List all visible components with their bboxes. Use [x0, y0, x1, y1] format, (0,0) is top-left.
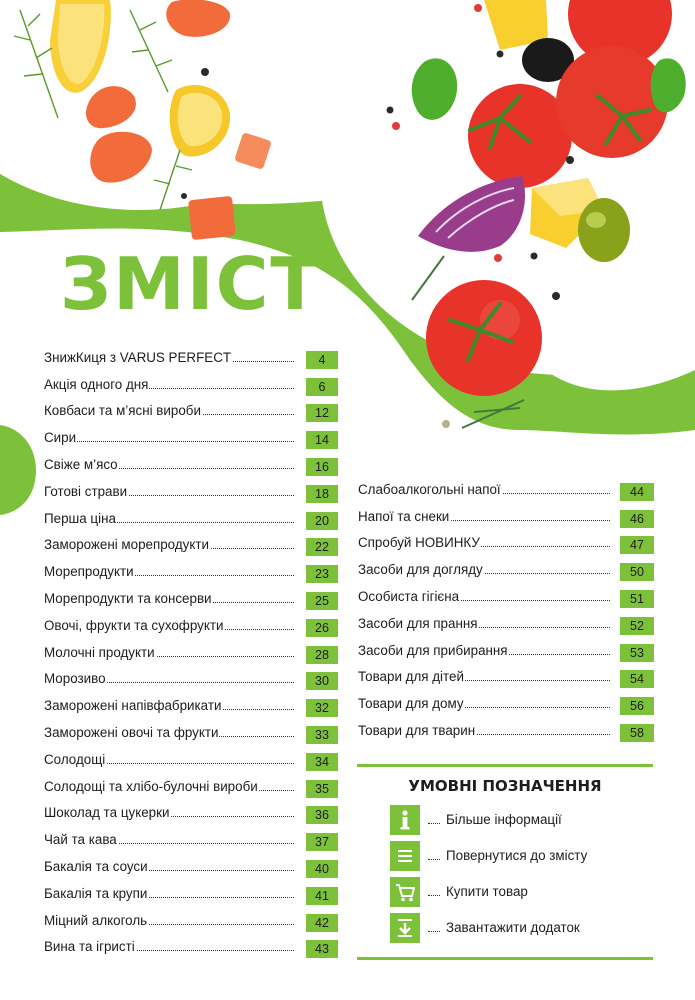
page-number-badge: 35 — [306, 780, 338, 798]
page-number-badge: 14 — [306, 431, 338, 449]
page-number-badge: 51 — [620, 590, 654, 608]
contents-entry[interactable] — [44, 344, 338, 371]
legend-text: Повернутися до змісту — [446, 848, 588, 863]
contents-entry-label: Бакалія та соуси — [44, 858, 148, 874]
contents-entry[interactable] — [44, 398, 338, 425]
cart-icon — [390, 877, 420, 907]
page-number-badge: 47 — [620, 536, 654, 554]
contents-entry[interactable] — [44, 505, 338, 532]
page-number-badge: 56 — [620, 697, 654, 715]
legend-item-download — [390, 913, 650, 943]
contents-entry[interactable] — [358, 664, 654, 691]
list-icon — [390, 841, 420, 871]
legend-text: Завантажити додаток — [446, 920, 580, 935]
page-title: ЗМІСТ — [60, 242, 322, 326]
contents-entry-label: Солодощі та хлібо-булочні вироби — [44, 778, 258, 794]
legend-item-buy — [390, 877, 650, 907]
contents-entry-label: Молочні продукти — [44, 644, 155, 660]
contents-entry-label: Морепродукти та консерви — [44, 590, 212, 606]
download-icon — [390, 913, 420, 943]
green-olive — [578, 198, 630, 262]
page-number-badge: 28 — [306, 646, 338, 664]
contents-entry-label: Товари для дітей — [358, 669, 464, 685]
page-number-badge: 58 — [620, 724, 654, 742]
contents-entry[interactable] — [44, 371, 338, 398]
contents-entry-label: Напої та снеки — [358, 508, 450, 524]
contents-entry-label: Чай та кава — [44, 832, 117, 848]
contents-entry-label: Особиста гігієна — [358, 588, 460, 604]
contents-entry[interactable] — [44, 934, 338, 961]
contents-entry-label: Товари для дому — [358, 696, 464, 712]
contents-entry[interactable] — [358, 690, 654, 717]
page-number-badge: 43 — [306, 940, 338, 958]
contents-entry-label: Ковбаси та м’ясні вироби — [44, 403, 201, 419]
contents-entry-label: Вина та ігристі — [44, 939, 135, 955]
contents-entry-label: Сири — [44, 430, 77, 446]
page-number-badge: 33 — [306, 726, 338, 744]
contents-entry[interactable] — [44, 692, 338, 719]
contents-entry[interactable] — [44, 478, 338, 505]
legend-leader — [428, 931, 440, 932]
contents-entry[interactable] — [44, 585, 338, 612]
pepper-dot — [201, 68, 209, 76]
page-number-badge: 53 — [620, 644, 654, 662]
page-number-badge: 6 — [306, 378, 338, 396]
page-number-badge: 32 — [306, 699, 338, 717]
page-number-badge: 50 — [620, 563, 654, 581]
contents-entry[interactable] — [44, 558, 338, 585]
contents-entry[interactable] — [358, 637, 654, 664]
contents-entry[interactable] — [358, 476, 654, 503]
contents-entry[interactable] — [44, 451, 338, 478]
page-number-badge: 25 — [306, 592, 338, 610]
contents-entry-label: Спробуй НОВИНКУ — [358, 535, 480, 551]
page-number-badge: 30 — [306, 672, 338, 690]
contents-entry[interactable] — [358, 530, 654, 557]
contents-entry[interactable] — [44, 826, 338, 853]
page-number-badge: 18 — [306, 485, 338, 503]
contents-entry-label: Міцний алкоголь — [44, 912, 148, 928]
legend-item-info — [390, 805, 650, 835]
contents-entry[interactable] — [44, 907, 338, 934]
page-number-badge: 42 — [306, 914, 338, 932]
pepper-dot — [181, 193, 187, 199]
contents-list-right — [358, 476, 654, 744]
contents-entry-label: Слабоалкогольні напої — [358, 481, 501, 497]
page-number-badge: 37 — [306, 833, 338, 851]
page-number-badge: 12 — [306, 404, 338, 422]
contents-entry[interactable] — [44, 880, 338, 907]
legend-leader — [428, 823, 440, 824]
contents-entry[interactable] — [358, 503, 654, 530]
dot-leader — [44, 441, 294, 442]
page-number-badge: 16 — [306, 458, 338, 476]
contents-entry[interactable] — [44, 746, 338, 773]
page-number-badge: 34 — [306, 753, 338, 771]
legend-panel — [357, 764, 653, 960]
page-number-badge: 54 — [620, 670, 654, 688]
page-number-badge: 36 — [306, 806, 338, 824]
legend-title: УМОВНІ ПОЗНАЧЕННЯ — [408, 777, 602, 795]
contents-entry[interactable] — [44, 612, 338, 639]
page-number-badge: 20 — [306, 512, 338, 530]
contents-entry-label: Свіже м’ясо — [44, 456, 118, 472]
contents-entry-label: Солодощі — [44, 751, 106, 767]
contents-entry[interactable] — [358, 556, 654, 583]
info-icon — [390, 805, 420, 835]
contents-list-left — [44, 344, 338, 960]
contents-entry[interactable] — [44, 424, 338, 451]
contents-entry[interactable] — [44, 773, 338, 800]
legend-item-contents — [390, 841, 650, 871]
page-number-badge: 4 — [306, 351, 338, 369]
contents-entry-label: Товари для тварин — [358, 722, 476, 738]
contents-entry-label: Заморожені напівфабрикати — [44, 698, 222, 714]
contents-entry-label: Засоби для прання — [358, 615, 478, 631]
contents-entry[interactable] — [44, 639, 338, 666]
contents-entry-label: Морепродукти — [44, 564, 134, 580]
contents-entry[interactable] — [358, 610, 654, 637]
legend-text: Більше інформації — [446, 812, 562, 827]
contents-entry-label: Шоколад та цукерки — [44, 805, 170, 821]
contents-entry-label: Морозиво — [44, 671, 106, 687]
green-left-tab — [0, 425, 36, 515]
contents-entry[interactable] — [44, 666, 338, 693]
page-number-badge: 44 — [620, 483, 654, 501]
contents-entry-label: Овочі, фрукти та сухофрукти — [44, 617, 224, 633]
page-number-badge: 22 — [306, 538, 338, 556]
legend-leader — [428, 859, 440, 860]
contents-entry[interactable] — [358, 583, 654, 610]
contents-entry-label: Перша ціна — [44, 510, 116, 526]
contents-entry[interactable] — [44, 853, 338, 880]
contents-entry[interactable] — [44, 719, 338, 746]
contents-entry-label: Бакалія та крупи — [44, 885, 148, 901]
contents-entry[interactable] — [44, 532, 338, 559]
contents-entry-label: Засоби для догляду — [358, 562, 483, 578]
contents-entry-label: Готові страви — [44, 483, 128, 499]
contents-entry-label: Засоби для прибирання — [358, 642, 508, 658]
contents-entry-label: Заморожені морепродукти — [44, 537, 209, 553]
page-number-badge: 46 — [620, 510, 654, 528]
page-number-badge: 23 — [306, 565, 338, 583]
contents-entry[interactable] — [44, 800, 338, 827]
contents-entry[interactable] — [358, 717, 654, 744]
page-number-badge: 41 — [306, 887, 338, 905]
contents-entry-label: Акція одного дня — [44, 376, 149, 392]
legend-leader — [428, 895, 440, 896]
contents-entry-label: Заморожені овочі та фрукти — [44, 724, 219, 740]
page-number-badge: 52 — [620, 617, 654, 635]
page-number-badge: 26 — [306, 619, 338, 637]
page-number-badge: 40 — [306, 860, 338, 878]
green-olive-highlight — [586, 212, 606, 228]
legend-text: Купити товар — [446, 884, 528, 899]
contents-entry-label: ЗнижКиця з VARUS PERFECT — [44, 349, 232, 365]
